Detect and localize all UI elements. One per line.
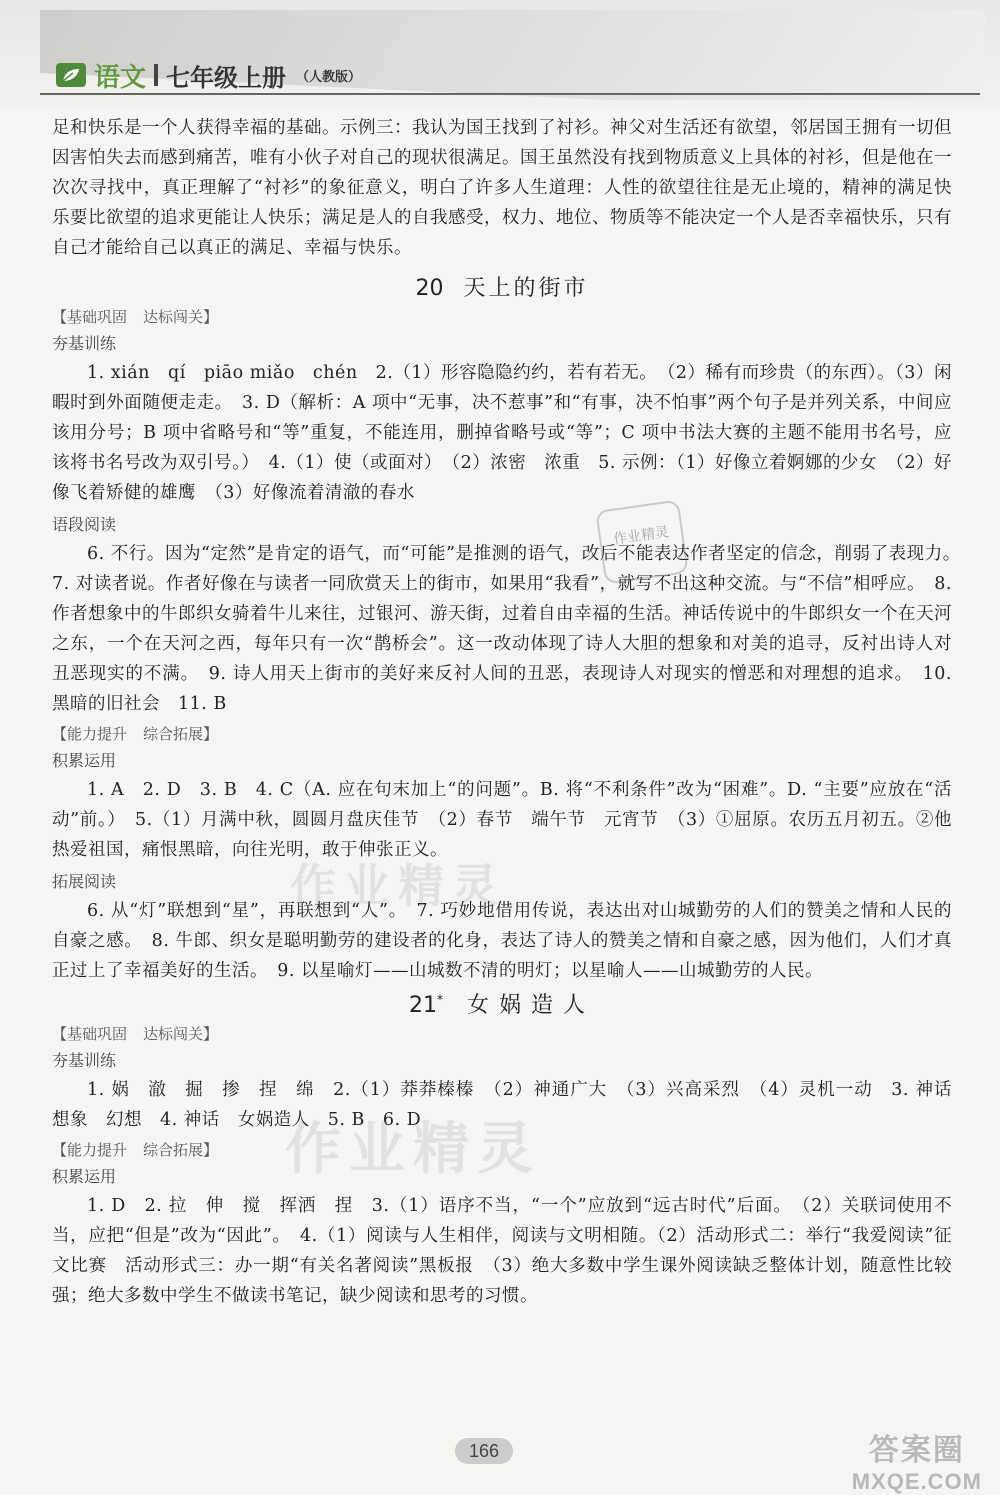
answer-paragraph: 1. A 2. D 3. B 4. C（A. 应在句末加上“的问题”。B. 将“不利条件”改为“困难”。D. “主要”应放在“活动”前。） 5.（1）月满中秋，圆圆月盘庆佳节 （2）春节 端午节 元宵节 （3）①屈原。农历五月初五。②他热爱祖国，痛恨黑暗，向往光明，敢于伸张正义。 bbox=[52, 780, 952, 860]
section-heading: 积累运用 bbox=[52, 751, 117, 770]
section-heading: 积累运用 bbox=[52, 1167, 117, 1186]
page-header bbox=[0, 0, 1000, 110]
section-heading: 夯基训练 bbox=[52, 1051, 117, 1070]
lesson-number: 21 bbox=[408, 993, 437, 1018]
intro-paragraph: 足和快乐是一个人获得幸福的基础。示例三：我认为国王找到了衬衫。神父对生活还有欲望，邻居国王拥有一切但因害怕失去而感到痛苦，唯有小伙子对自己的现状很满足。国王虽然没有找到物质意义上具体的衬衫，但是他在一次次寻找中，真正理解了“衬衫”的象征意义，明白了许多人生道理：人性的欲望往往是无止境的，精神的满足快乐要比欲望的追求更能让人快乐；满足是人的自我感受，权力、地位、物质等不能决定一个人是否幸福快乐，只有自己才能给自己以真正的满足、幸福与快乐。 bbox=[52, 118, 952, 258]
book-brand bbox=[56, 58, 361, 92]
lesson-20-title bbox=[52, 271, 952, 302]
header-rule bbox=[40, 93, 980, 95]
lesson-number: 20 bbox=[415, 276, 444, 301]
answer-paragraph: 1. xián qí piāo miǎo chén 2.（1）形容隐隐约约，若有若无。 （2）稀有而珍贵（的东西）。（3）闲暇时到外面随便走走。 3. D（解析：A 项中“无事，决不惹事”和“有事，决不怕事”两个句子是并列关系，中间应该用分号；B 项中省略号和“等”重复，不能连用，删掉省略号或“等”；C 项中书法大赛的主题不能用书名号，应该将书名号改为双引号。） 4.（1）使（或面对） （2）浓密 浓重 5. 示例：（1）好像立着婀娜的少女 （2）好像飞着矫健的雄鹰 （3）好像流着清澈的春水 bbox=[52, 363, 952, 503]
lesson-mark: * bbox=[436, 992, 453, 1007]
section-heading: 语段阅读 bbox=[52, 515, 117, 534]
divider-bar bbox=[154, 64, 158, 86]
banner-part-a: 【能力提升 bbox=[52, 1141, 128, 1159]
section-heading: 拓展阅读 bbox=[52, 872, 117, 891]
section-banner bbox=[52, 306, 952, 327]
stamp-logo bbox=[595, 500, 688, 585]
banner-part-a: 【能力提升 bbox=[52, 725, 128, 743]
grade-label: 七年级上册 bbox=[166, 63, 287, 92]
banner-part-a: 【基础巩固 bbox=[52, 1025, 128, 1043]
answer-paragraph: 1. D 2. 拉 伸 搅 挥洒 捏 3.（1）语序不当，“一个”应放到“远古时代”后面。 （2）关联词使用不当，应把“但是”改为“因此”。 4.（1）阅读与人生相伴，阅读与文明相随。（2）活动形式二：举行“我爱阅读”征文比赛 活动形式三：办一期“有关名著阅读”黑板报 （3）绝大多数中学生课外阅读缺乏整体计划，随意性比较强；绝大多数中学生不做读书笔记，缺少阅读和思考的习惯。 bbox=[52, 1196, 952, 1306]
stamp-label: 作业精灵 bbox=[612, 524, 671, 548]
lesson-21-title bbox=[52, 988, 952, 1019]
site-logo bbox=[852, 1425, 982, 1495]
lesson-name: 天上的街市 bbox=[463, 276, 589, 301]
answer-paragraph: 6. 不行。因为“定然”是肯定的语气，而“可能”是推测的语气，改后不能表达作者坚定的信念，削弱了表现力。 7. 对读者说。作者好像在与读者一同欣赏天上的街市，如果用“我看”，就写不出这种交流。与“不信”相呼应。 8. 作者想象中的牛郎织女骑着牛儿来往，过银河、游天街，过着自由幸福的生活。神话传说中的牛郎织女一个在天河之东，一个在天河之西，每年只有一次“鹊桥会”。这一改动体现了诗人大胆的想象和对美的追寻，反衬出诗人对丑恶现实的不满。 9. 诗人用天上街市的美好来反衬人间的丑恶，表现诗人对现实的憎恶和对理想的追求。 10. 黑暗的旧社会 11. B bbox=[52, 544, 970, 714]
watermark-2: 作业精灵 bbox=[285, 1117, 541, 1182]
lesson-name: 女娲造人 bbox=[466, 993, 595, 1018]
section-banner bbox=[52, 1023, 952, 1044]
section-banner bbox=[52, 723, 952, 744]
answer-paragraph: 6. 从“灯”联想到“星”，再联想到“人”。 7. 巧妙地借用传说，表达出对山城勤劳的人们的赞美之情和人民的自豪之感。 8. 牛郎、织女是聪明勤劳的建设者的化身，表达了诗人的赞美之情和自豪之感，因为他们，人们才真正过上了幸福美好的生活。 9. 以星喻灯——山城数不清的明灯；以星喻人——山城勤劳的人民。 bbox=[52, 901, 952, 981]
section-heading: 夯基训练 bbox=[52, 334, 117, 353]
banner-part-b: 达标闯关】 bbox=[143, 1025, 219, 1043]
banner-part-a: 【基础巩固 bbox=[52, 308, 128, 326]
banner-part-b: 达标闯关】 bbox=[143, 308, 219, 326]
watermark-1: 作业精灵 bbox=[290, 859, 506, 913]
answer-paragraph: 1. 娲 澈 掘 掺 捏 绵 2.（1）莽莽榛榛 （2）神通广大 （3）兴高采烈 （4）灵机一动 3. 神话 想象 幻想 4. 神话 女娲造人 5. B 6. D bbox=[52, 1080, 970, 1130]
subject-label: 语文 bbox=[94, 62, 147, 93]
leaf-icon bbox=[56, 63, 86, 87]
page-number: 166 bbox=[455, 1438, 513, 1464]
edition-label: （人教版） bbox=[296, 69, 362, 85]
banner-part-b: 综合拓展】 bbox=[143, 725, 219, 743]
site-logo-line1: 答案圈 bbox=[868, 1434, 965, 1467]
site-logo-line2: MXQE.COM bbox=[851, 1469, 982, 1494]
banner-part-b: 综合拓展】 bbox=[143, 1141, 219, 1159]
